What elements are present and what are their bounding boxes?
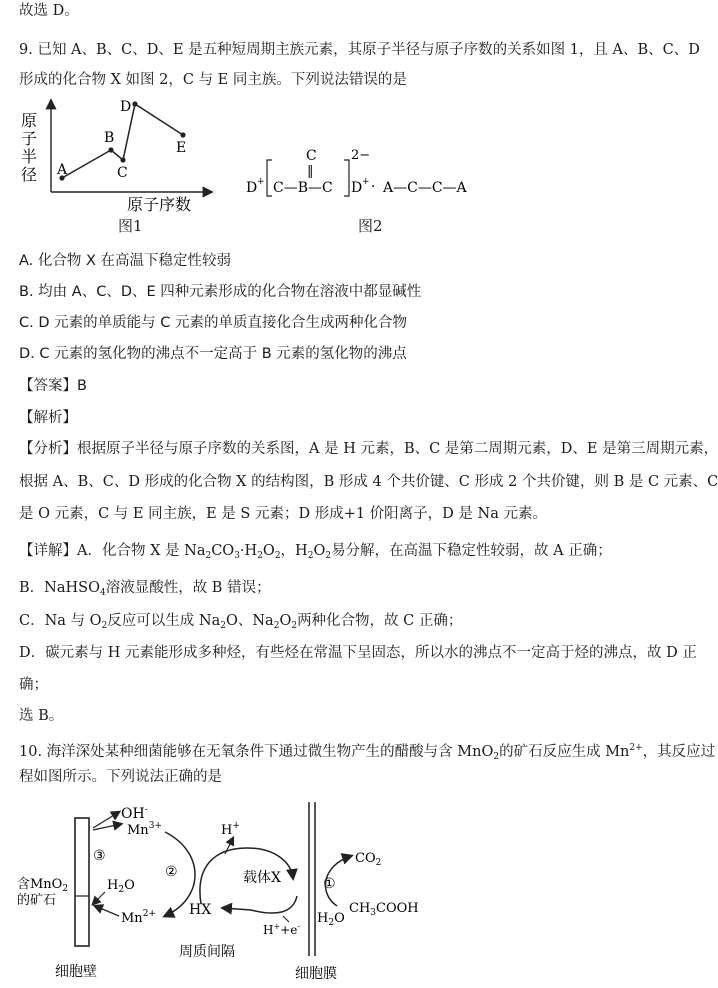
figure-2-caption: 图2 xyxy=(358,217,383,235)
hplus-e-connector xyxy=(283,916,289,922)
point-e xyxy=(180,132,185,137)
label-d: D xyxy=(120,99,132,115)
d-cation-2: D xyxy=(351,180,363,196)
analysis-line-1: 【分析】根据原子半径与原子序数的关系图，A 是 H 元素，B、C 是第二周期元素，D、E 是第三周期元素， xyxy=(19,441,718,457)
label-b: B xyxy=(104,130,115,146)
detail-line-4: D．碳元素与 H 元素能形成多种烃，有些烃在常温下呈固态，所以水的沸点不一定高于烃的沸点，故 D 正 xyxy=(19,645,697,661)
d-cation-2-charge: + xyxy=(362,177,370,187)
double-bond: ‖ xyxy=(307,164,314,179)
formula-na2co3-h2o2: $Na_2CO_3\cdot H_2O_2$ xyxy=(184,543,281,561)
molecule-chain: A—C—C—A xyxy=(383,180,467,196)
h2o-left-label: $H_2O$ xyxy=(107,878,135,895)
q9-line-2: 形成的化合物 X 如图 2，C 与 E 同主族。下列说法错误的是 xyxy=(19,72,407,88)
arrow-hplus-out xyxy=(225,838,233,854)
x-label: 原子序数 xyxy=(127,195,192,214)
option-a: A. 化合物 X 在高温下稳定性较弱 xyxy=(19,253,232,269)
hplus-e-label: H++e- xyxy=(263,922,301,937)
detail-line-1: 【详解】A．化合物 X 是 $Na_2CO_3\cdot H_2O_2$，$H_2O_2$易分解，在高温下稳定性较弱，故 A 正确； xyxy=(19,543,612,561)
label-a: A xyxy=(57,162,68,178)
step-1-marker: ① xyxy=(323,876,336,892)
label-c: C xyxy=(117,165,128,181)
analysis-line-2: 根据 A、B、C、D 形成的化合物 X 的结构图，B 形成 4 个共价键、C 形成 2 个共价键，则 B 是 C 元素、C xyxy=(19,474,718,490)
arrow-mn2-to-ore xyxy=(95,906,119,916)
q10-line-1: 10. 海洋深处某种细菌能够在无氧条件下通过微生物产生的醋酸与含 MnO$_2$的矿石反应生成 $Mn^{2+}$，其反应过 xyxy=(19,743,716,762)
prev-answer: 故选 D。 xyxy=(19,3,79,19)
arrow-carrier-to-hx xyxy=(223,896,297,913)
step-3-marker: ③ xyxy=(93,848,106,864)
ore-label-2: 的矿石 xyxy=(17,893,57,908)
d-cation-1: D xyxy=(246,180,258,196)
y-label-2: 子 xyxy=(21,129,38,148)
h2o-right-label: $H_2O$ xyxy=(317,911,345,928)
detail-line-6: 选 B。 xyxy=(19,708,64,724)
answer-line xyxy=(19,376,87,396)
carrier-x-label: 载体X xyxy=(243,870,281,886)
hx-label: HX xyxy=(189,902,212,918)
detail-1-text: 【详解】A．化合物 X 是 xyxy=(19,543,185,559)
figure-1-caption: 图1 xyxy=(118,217,143,235)
left-bracket xyxy=(267,160,272,196)
dot-separator: · xyxy=(371,179,376,195)
figure-2-structure xyxy=(240,140,500,208)
mn3-label: $Mn^{3+}$ xyxy=(127,821,162,838)
co2-label: $CO_2$ xyxy=(355,851,382,868)
step-2-marker: ② xyxy=(165,864,178,880)
y-label-3: 半 xyxy=(21,147,38,166)
detail-line-3: C．Na 与 $O_2$反应可以生成 $Na_2O$、$Na_2O_2$两种化合物，故 C 正确； xyxy=(19,613,463,631)
analysis-tag: 【解析】 xyxy=(19,410,77,426)
point-d xyxy=(132,101,137,106)
periplasm-label: 周质间隔 xyxy=(179,944,235,960)
anion-chain: C—B—C xyxy=(273,180,333,196)
y-label-4: 径 xyxy=(21,165,38,184)
d-cation-1-charge: + xyxy=(257,177,265,187)
q9-line-1: 9. 已知 A、B、C、D、E 是五种短周期主族元素，其原子半径与原子序数的关系如图 1，且 A、B、C、D xyxy=(19,42,700,58)
point-b xyxy=(108,147,113,152)
top-carbon: C xyxy=(306,148,317,164)
answer-value: B xyxy=(77,378,87,394)
answer-tag: 【答案】 xyxy=(19,378,77,394)
acetic-acid-label: $CH_3COOH$ xyxy=(349,901,419,918)
option-c: C. D 元素的单质能与 C 元素的单质直接化合生成两种化合物 xyxy=(19,315,407,331)
ore-label-1: 含MnO$_2$ xyxy=(17,877,69,894)
detail-line-2: B．NaHSO$_4$溶液显酸性，故 B 错误； xyxy=(19,580,271,598)
right-bracket xyxy=(344,160,349,196)
q10-line-2: 程如图所示。下列说法正确的是 xyxy=(19,769,222,785)
cell-membrane-label: 细胞膜 xyxy=(295,966,337,982)
analysis-line-3: 是 O 元素，C 与 E 同主族，E 是 S 元素；D 形成+1 价阳离子，D 是 Na 元素。 xyxy=(19,506,547,522)
cell-wall xyxy=(75,818,89,946)
option-b: B. 均由 A、C、D、E 四种元素形成的化合物在溶液中都显碱性 xyxy=(19,284,422,300)
detail-line-5: 确； xyxy=(19,677,48,693)
hplus-label: H+ xyxy=(221,821,240,838)
label-e: E xyxy=(176,140,187,156)
anion-charge: 2− xyxy=(351,148,371,163)
y-label-1: 原 xyxy=(21,111,38,130)
point-c xyxy=(120,157,125,162)
cell-wall-label: 细胞壁 xyxy=(55,964,97,980)
mn2-label: $Mn^{2+}$ xyxy=(121,909,156,926)
oh-label: OH- xyxy=(121,805,148,822)
arrow-h2o xyxy=(93,892,105,904)
figure-3-reaction-process xyxy=(15,796,455,986)
option-d: D. C 元素的氢化物的沸点不一定高于 B 元素的氢化物的沸点 xyxy=(19,346,407,362)
